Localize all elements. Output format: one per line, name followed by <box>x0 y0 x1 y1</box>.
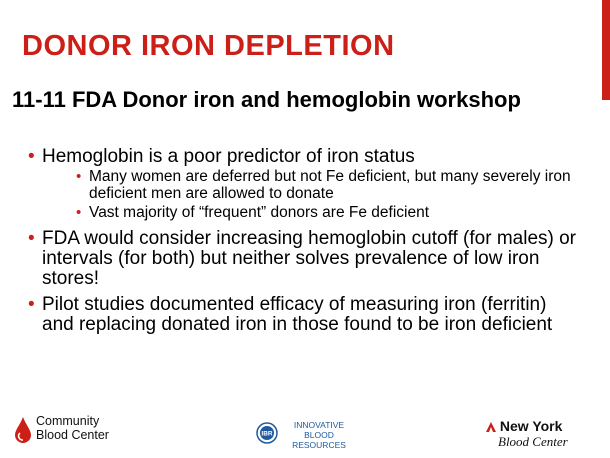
bullet-dot: • <box>76 204 82 221</box>
sub-bullet-text: Many women are deferred but not Fe deficient, but many severely iron deficient men are allowed to donate <box>89 168 571 202</box>
blood-drop-icon <box>14 416 32 444</box>
nybc-line-2: Blood Center <box>498 434 568 449</box>
accent-bar <box>602 0 610 100</box>
community-blood-center-logo <box>14 410 134 450</box>
ibr-logo <box>256 420 366 456</box>
bullet-item <box>0 147 600 167</box>
sub-bullet-item <box>0 169 600 202</box>
bullet-dot: • <box>28 227 35 249</box>
bullet-text: FDA would consider increasing hemoglobin cutoff (for males) or intervals (for both) but neither solves prevalence of low iron stores! <box>42 227 577 289</box>
bullet-item <box>0 229 600 289</box>
slide-subtitle: 11-11 FDA Donor iron and hemoglobin workshop <box>12 87 521 112</box>
bullet-text: Hemoglobin is a poor predictor of iron status <box>42 146 415 167</box>
new-york-blood-center-logo <box>486 414 586 454</box>
sub-bullet-item <box>0 205 600 222</box>
bullet-dot: • <box>28 146 35 167</box>
bullet-text: Pilot studies documented efficacy of measuring iron (ferritin) and replacing donated iron in those found to be iron deficient <box>42 293 553 335</box>
bullet-dot: • <box>76 168 82 185</box>
community-line-2: Blood Center <box>36 428 109 442</box>
ibr-line-1: INNOVATIVE <box>293 420 345 430</box>
community-line-1: Community <box>36 414 100 428</box>
nybc-line-1: New York <box>499 418 563 434</box>
bullet-list <box>0 147 600 337</box>
bullet-item <box>0 295 600 335</box>
slide-title: DONOR IRON DEPLETION <box>22 30 395 62</box>
nybc-triangle-icon <box>486 422 496 432</box>
ibr-badge-text: IBR <box>261 430 273 438</box>
ibr-line-2: BLOOD <box>304 430 334 440</box>
sub-bullet-text: Vast majority of “frequent” donors are Fe deficient <box>89 204 430 221</box>
ibr-line-3: RESOURCES <box>292 440 346 450</box>
ibr-circle-icon <box>256 422 278 444</box>
bullet-dot: • <box>28 293 35 315</box>
